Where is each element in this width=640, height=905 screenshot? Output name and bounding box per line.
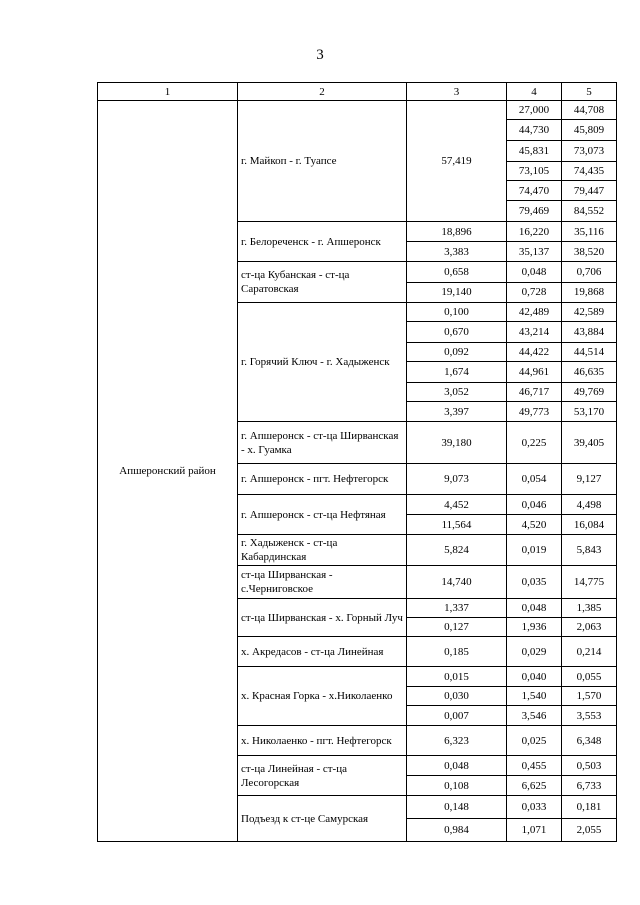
column-header-3: 3 <box>407 83 507 101</box>
end-km-cell: 6,733 <box>562 776 617 796</box>
length-cell: 3,383 <box>407 242 507 262</box>
end-km-cell: 1,570 <box>562 687 617 706</box>
length-cell: 9,073 <box>407 464 507 495</box>
end-km-cell: 16,084 <box>562 515 617 535</box>
start-km-cell: 46,717 <box>507 383 562 402</box>
start-km-cell: 79,469 <box>507 201 562 222</box>
end-km-cell: 73,073 <box>562 141 617 162</box>
route-name-cell: ст-ца Линейная - ст-ца Лесогорская <box>238 756 407 796</box>
end-km-cell: 0,055 <box>562 667 617 687</box>
start-km-cell: 4,520 <box>507 515 562 535</box>
start-km-cell: 0,048 <box>507 262 562 283</box>
route-name-cell: г. Апшеронск - ст-ца Нефтяная <box>238 495 407 535</box>
column-header-5: 5 <box>562 83 617 101</box>
start-km-cell: 0,035 <box>507 566 562 599</box>
start-km-cell: 45,831 <box>507 141 562 162</box>
length-cell: 39,180 <box>407 422 507 464</box>
end-km-cell: 6,348 <box>562 726 617 756</box>
end-km-cell: 42,589 <box>562 303 617 322</box>
length-cell: 0,092 <box>407 343 507 362</box>
length-cell: 0,670 <box>407 322 507 343</box>
start-km-cell: 0,046 <box>507 495 562 515</box>
length-cell: 0,007 <box>407 706 507 726</box>
start-km-cell: 0,033 <box>507 796 562 819</box>
start-km-cell: 44,422 <box>507 343 562 362</box>
table-header <box>98 83 617 101</box>
route-name-cell: г. Горячий Ключ - г. Хадыженск <box>238 303 407 422</box>
start-km-cell: 0,019 <box>507 535 562 566</box>
length-cell: 14,740 <box>407 566 507 599</box>
start-km-cell: 16,220 <box>507 222 562 242</box>
start-km-cell: 3,546 <box>507 706 562 726</box>
length-cell: 57,419 <box>407 101 507 222</box>
start-km-cell: 0,025 <box>507 726 562 756</box>
length-cell: 0,048 <box>407 756 507 776</box>
column-header-2: 2 <box>238 83 407 101</box>
route-name-cell: х. Николаенко - пгт. Нефтегорск <box>238 726 407 756</box>
start-km-cell: 0,455 <box>507 756 562 776</box>
length-cell: 19,140 <box>407 282 507 303</box>
route-name-cell: г. Майкоп - г. Туапсе <box>238 101 407 222</box>
route-name-cell: х. Акредасов - ст-ца Линейная <box>238 637 407 667</box>
end-km-cell: 45,809 <box>562 120 617 141</box>
end-km-cell: 38,520 <box>562 242 617 262</box>
length-cell: 0,185 <box>407 637 507 667</box>
end-km-cell: 74,435 <box>562 162 617 181</box>
road-table <box>97 82 617 842</box>
start-km-cell: 0,728 <box>507 282 562 303</box>
start-km-cell: 27,000 <box>507 101 562 120</box>
end-km-cell: 9,127 <box>562 464 617 495</box>
end-km-cell: 0,706 <box>562 262 617 283</box>
end-km-cell: 43,884 <box>562 322 617 343</box>
length-cell: 0,658 <box>407 262 507 283</box>
length-cell: 18,896 <box>407 222 507 242</box>
end-km-cell: 0,214 <box>562 637 617 667</box>
length-cell: 4,452 <box>407 495 507 515</box>
start-km-cell: 43,214 <box>507 322 562 343</box>
end-km-cell: 35,116 <box>562 222 617 242</box>
start-km-cell: 1,936 <box>507 618 562 637</box>
start-km-cell: 0,225 <box>507 422 562 464</box>
start-km-cell: 1,071 <box>507 819 562 842</box>
length-cell: 0,108 <box>407 776 507 796</box>
length-cell: 0,148 <box>407 796 507 819</box>
length-cell: 6,323 <box>407 726 507 756</box>
start-km-cell: 42,489 <box>507 303 562 322</box>
end-km-cell: 0,503 <box>562 756 617 776</box>
route-name-cell: г. Апшеронск - ст-ца Ширванская - х. Гуамка <box>238 422 407 464</box>
route-name-cell: г. Хадыженск - ст-ца Кабардинская <box>238 535 407 566</box>
start-km-cell: 73,105 <box>507 162 562 181</box>
end-km-cell: 39,405 <box>562 422 617 464</box>
end-km-cell: 4,498 <box>562 495 617 515</box>
end-km-cell: 44,514 <box>562 343 617 362</box>
route-name-cell: ст-ца Ширванская - х. Горный Луч <box>238 599 407 637</box>
length-cell: 0,015 <box>407 667 507 687</box>
length-cell: 1,337 <box>407 599 507 618</box>
length-cell: 3,397 <box>407 402 507 422</box>
route-name-cell: ст-ца Кубанская - ст-ца Саратовская <box>238 262 407 303</box>
length-cell: 1,674 <box>407 362 507 383</box>
end-km-cell: 79,447 <box>562 181 617 201</box>
route-name-cell: х. Красная Горка - х.Николаенко <box>238 667 407 726</box>
route-name-cell: г. Апшеронск - пгт. Нефтегорск <box>238 464 407 495</box>
column-header-4: 4 <box>507 83 562 101</box>
end-km-cell: 3,553 <box>562 706 617 726</box>
length-cell: 0,984 <box>407 819 507 842</box>
start-km-cell: 44,961 <box>507 362 562 383</box>
length-cell: 3,052 <box>407 383 507 402</box>
length-cell: 0,127 <box>407 618 507 637</box>
start-km-cell: 49,773 <box>507 402 562 422</box>
start-km-cell: 44,730 <box>507 120 562 141</box>
header-row <box>98 83 617 101</box>
end-km-cell: 14,775 <box>562 566 617 599</box>
start-km-cell: 0,029 <box>507 637 562 667</box>
end-km-cell: 0,181 <box>562 796 617 819</box>
end-km-cell: 19,868 <box>562 282 617 303</box>
start-km-cell: 74,470 <box>507 181 562 201</box>
end-km-cell: 53,170 <box>562 402 617 422</box>
table-body <box>98 101 617 842</box>
start-km-cell: 35,137 <box>507 242 562 262</box>
end-km-cell: 84,552 <box>562 201 617 222</box>
start-km-cell: 0,040 <box>507 667 562 687</box>
route-name-cell: Подъезд к ст-це Самурская <box>238 796 407 842</box>
start-km-cell: 0,054 <box>507 464 562 495</box>
end-km-cell: 5,843 <box>562 535 617 566</box>
length-cell: 0,030 <box>407 687 507 706</box>
length-cell: 11,564 <box>407 515 507 535</box>
route-name-cell: г. Белореченск - г. Апшеронск <box>238 222 407 262</box>
end-km-cell: 2,055 <box>562 819 617 842</box>
end-km-cell: 1,385 <box>562 599 617 618</box>
start-km-cell: 0,048 <box>507 599 562 618</box>
length-cell: 0,100 <box>407 303 507 322</box>
start-km-cell: 6,625 <box>507 776 562 796</box>
page-number: 3 <box>316 47 324 63</box>
start-km-cell: 1,540 <box>507 687 562 706</box>
column-header-1: 1 <box>98 83 238 101</box>
end-km-cell: 44,708 <box>562 101 617 120</box>
end-km-cell: 49,769 <box>562 383 617 402</box>
end-km-cell: 2,063 <box>562 618 617 637</box>
end-km-cell: 46,635 <box>562 362 617 383</box>
district-cell: Апшеронский район <box>98 101 238 842</box>
route-name-cell: ст-ца Ширванская - с.Черниговское <box>238 566 407 599</box>
length-cell: 5,824 <box>407 535 507 566</box>
table-row <box>98 101 617 120</box>
